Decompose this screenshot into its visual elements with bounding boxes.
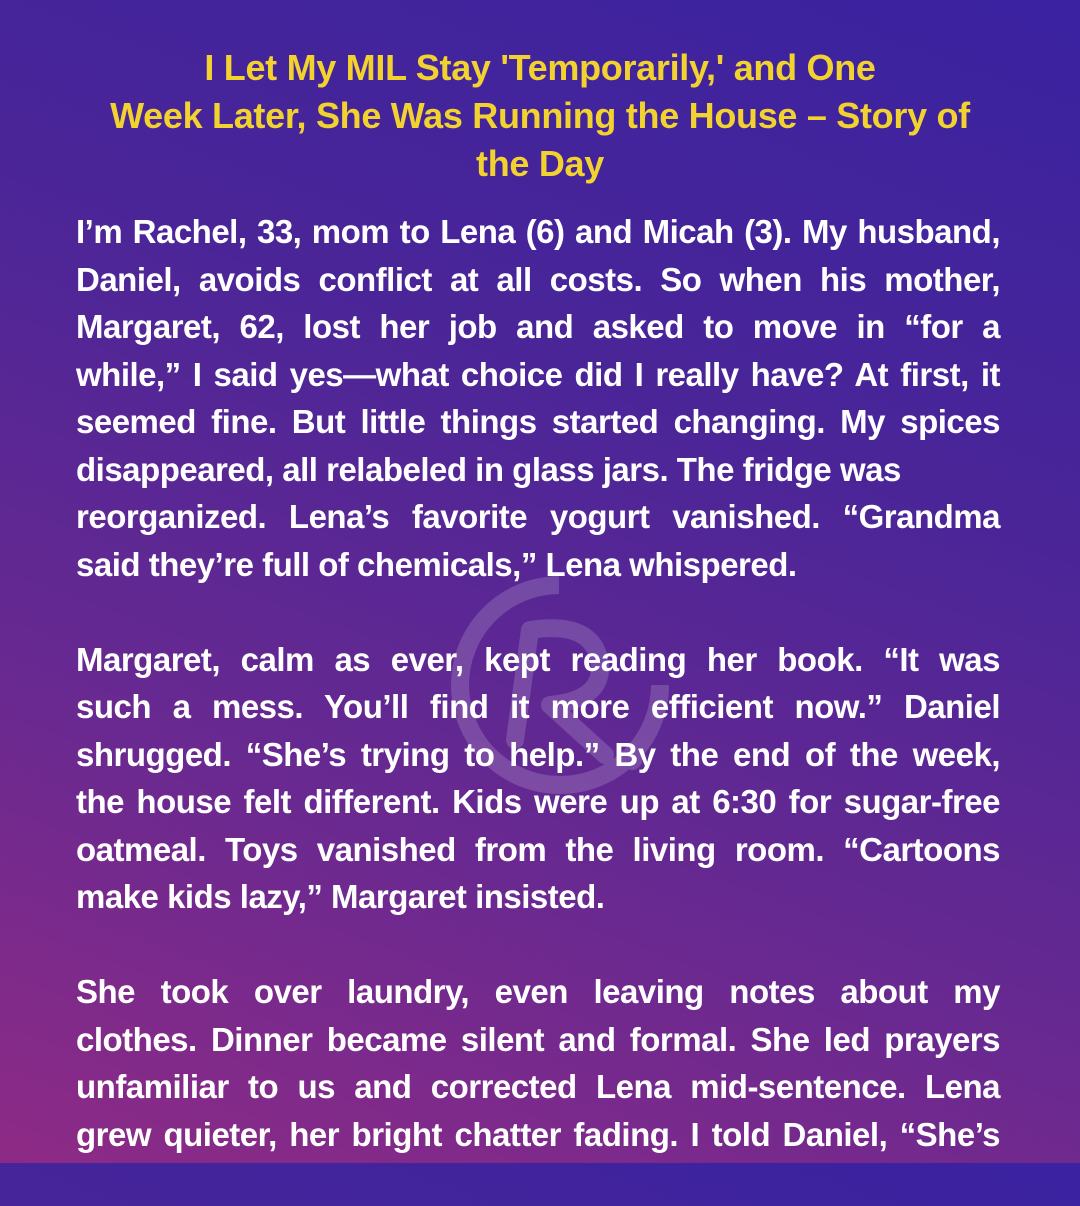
story-paragraph (76, 968, 1000, 1158)
story-line: unfamiliar to us and corrected Lena mid-sentence. Lena (76, 1068, 1000, 1105)
title-line: Week Later, She Was Running the House – Story of (110, 95, 970, 136)
story-line: said they’re full of chemicals,” Lena whispered. (76, 545, 797, 583)
story-line: the house felt different. Kids were up at 6:30 for sugar-free (76, 783, 1000, 820)
story-line: clothes. Dinner became silent and formal. She led prayers (76, 1020, 1000, 1058)
story-line: oatmeal. Toys vanished from the living room. “Cartoons (76, 830, 1000, 868)
story-line: Margaret, 62, lost her job and asked to move in “for a (76, 308, 1000, 345)
story-line: I’m Rachel, 33, mom to Lena (6) and Micah (3). My husband, (76, 213, 1000, 250)
title-line: the Day (476, 143, 604, 184)
story-paragraph (76, 636, 1000, 921)
story-line: such a mess. You’ll find it more efficient now.” Daniel (76, 688, 1000, 725)
story-line: make kids lazy,” Margaret insisted. (76, 878, 605, 915)
story-line: She took over laundry, even leaving notes about my (76, 973, 1000, 1010)
story-line: Daniel, avoids conflict at all costs. So when his mother, (76, 260, 1000, 298)
story-title (80, 44, 1000, 188)
story-paragraph (76, 208, 1000, 588)
title-line: I Let My MIL Stay 'Temporarily,' and One (204, 47, 876, 88)
story-line: shrugged. “She’s trying to help.” By the end of the week, (76, 735, 1000, 773)
story-body (76, 208, 1000, 1206)
story-line: while,” I said yes—what choice did I really have? At first, it (76, 355, 1000, 393)
story-line: reorganized. Lena’s favorite yogurt vanished. “Grandma (76, 498, 1000, 535)
story-line: seemed fine. But little things started changing. My spices (76, 403, 1000, 440)
story-line: disappeared, all relabeled in glass jars. The fridge was (76, 450, 901, 488)
story-line: Margaret, calm as ever, kept reading her book. “It was (76, 640, 1000, 678)
story-line: grew quieter, her bright chatter fading. I told Daniel, “She’s (76, 1115, 1000, 1153)
